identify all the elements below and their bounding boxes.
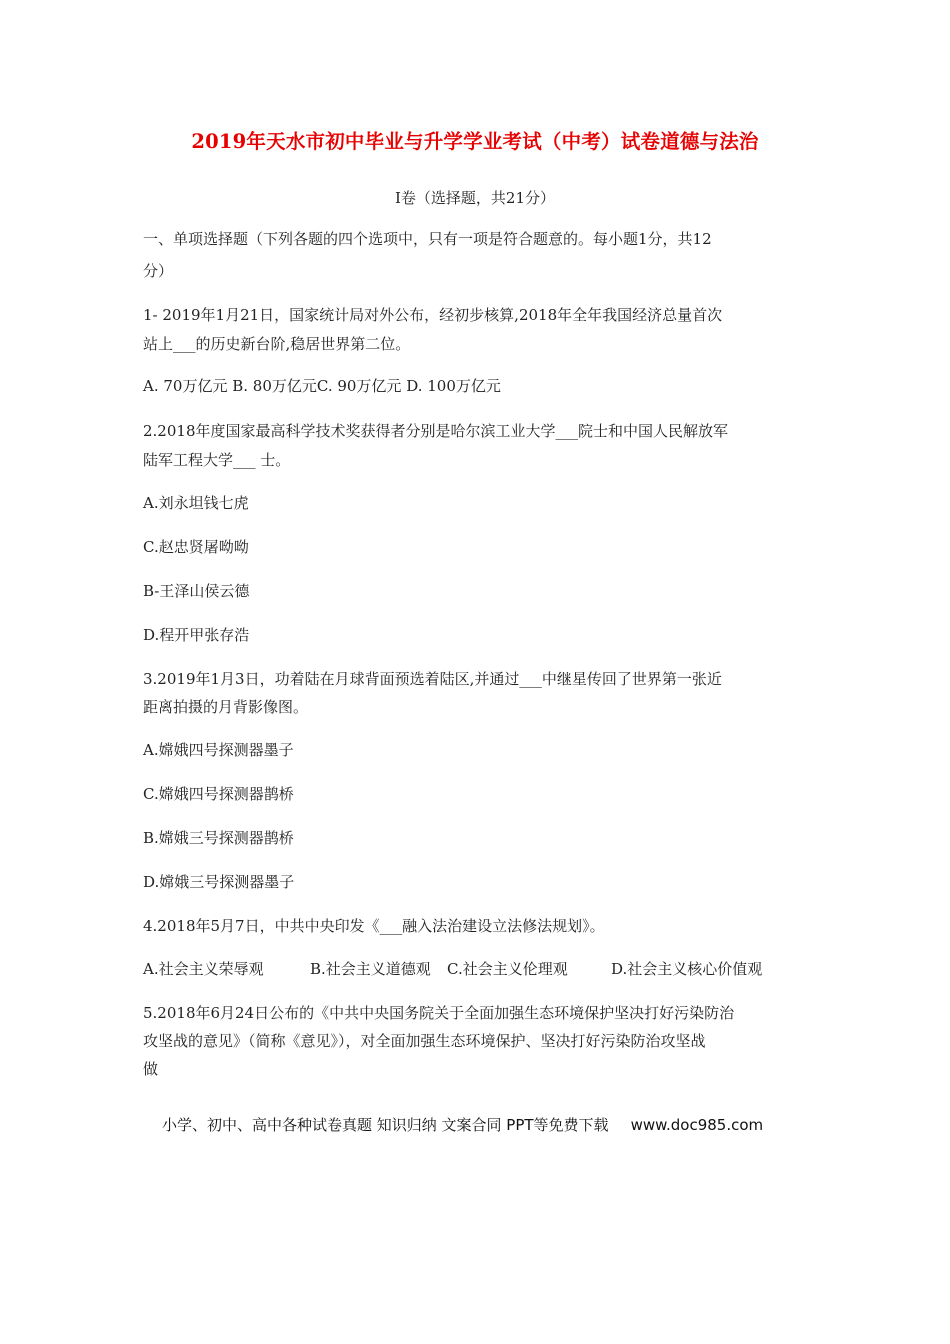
question-4-option-a: A.社会主义荣辱观 — [143, 960, 264, 978]
question-1-options: A. 70万亿元 B. 80万亿元C. 90万亿元 D. 100万亿元 — [143, 377, 501, 395]
question-5-line-2: 攻坚战的意见》（简称《意见》），对全面加强生态环境保护、坚决打好污染防治攻坚战 — [143, 1032, 706, 1050]
question-3-line-1: 3.2019年1月3日，功着陆在月球背面预选着陆区,并通过___中继星传回了世界第一张近 — [143, 670, 722, 688]
question-4-option-b: B.社会主义道德观 — [310, 960, 431, 978]
footer-url: www.doc985.com — [630, 1116, 764, 1134]
section-instruction-line-1: 一、单项选择题（下列各题的四个选项中，只有一项是符合题意的。每小题1分，共12 — [143, 230, 712, 248]
question-5-line-3: 做 — [143, 1060, 159, 1078]
section-instruction-line-2: 分） — [143, 262, 174, 280]
question-4-option-c: C.社会主义伦理观 — [447, 960, 568, 978]
question-1-line-2: 站上___的历史新台阶,稳居世界第二位。 — [143, 335, 411, 353]
page-footer — [162, 1114, 763, 1135]
question-2-option-a: A.刘永坦钱七虎 — [143, 494, 249, 512]
footer-text: 小学、初中、高中各种试卷真题 知识归纳 文案合同 PPT等免费下载 — [162, 1116, 609, 1134]
question-2-option-d: D.程开甲张存浩 — [143, 626, 250, 644]
question-2-option-c: C.赵忠贤屠呦呦 — [143, 538, 249, 556]
question-3-option-d: D.嫦娥三号探测器墨子 — [143, 873, 295, 891]
question-4-options — [143, 959, 762, 979]
question-2-option-b: B-王泽山侯云德 — [143, 582, 250, 600]
section-subtitle: I卷（选择题，共21分） — [394, 189, 555, 207]
question-4-line-1: 4.2018年5月7日，中共中央印发《___融入法治建设立法修法规划》。 — [143, 917, 605, 935]
page-title: 2019年天水市初中毕业与升学学业考试（中考）试卷道德与法治 — [191, 130, 759, 153]
question-4-option-d: D.社会主义核心价值观 — [611, 960, 763, 978]
question-2-line-1: 2.2018年度国家最高科学技术奖获得者分别是哈尔滨工业大学___院士和中国人民解放军 — [143, 422, 728, 440]
question-2-line-2: 陆军工程大学___ 士。 — [143, 451, 291, 469]
question-3-option-a: A.嫦娥四号探测器墨子 — [143, 741, 294, 759]
question-5-line-1: 5.2018年6月24日公布的《中共中央国务院关于全面加强生态环境保护坚决打好污染防治 — [143, 1004, 735, 1022]
question-3-option-b: B.嫦娥三号探测器鹊桥 — [143, 829, 294, 847]
question-1-line-1: 1- 2019年1月21日，国家统计局对外公布，经初步核算,2018年全年我国经济总量首次 — [143, 306, 723, 324]
question-3-line-2: 距离拍摄的月背影像图。 — [143, 698, 309, 716]
question-3-option-c: C.嫦娥四号探测器鹊桥 — [143, 785, 294, 803]
